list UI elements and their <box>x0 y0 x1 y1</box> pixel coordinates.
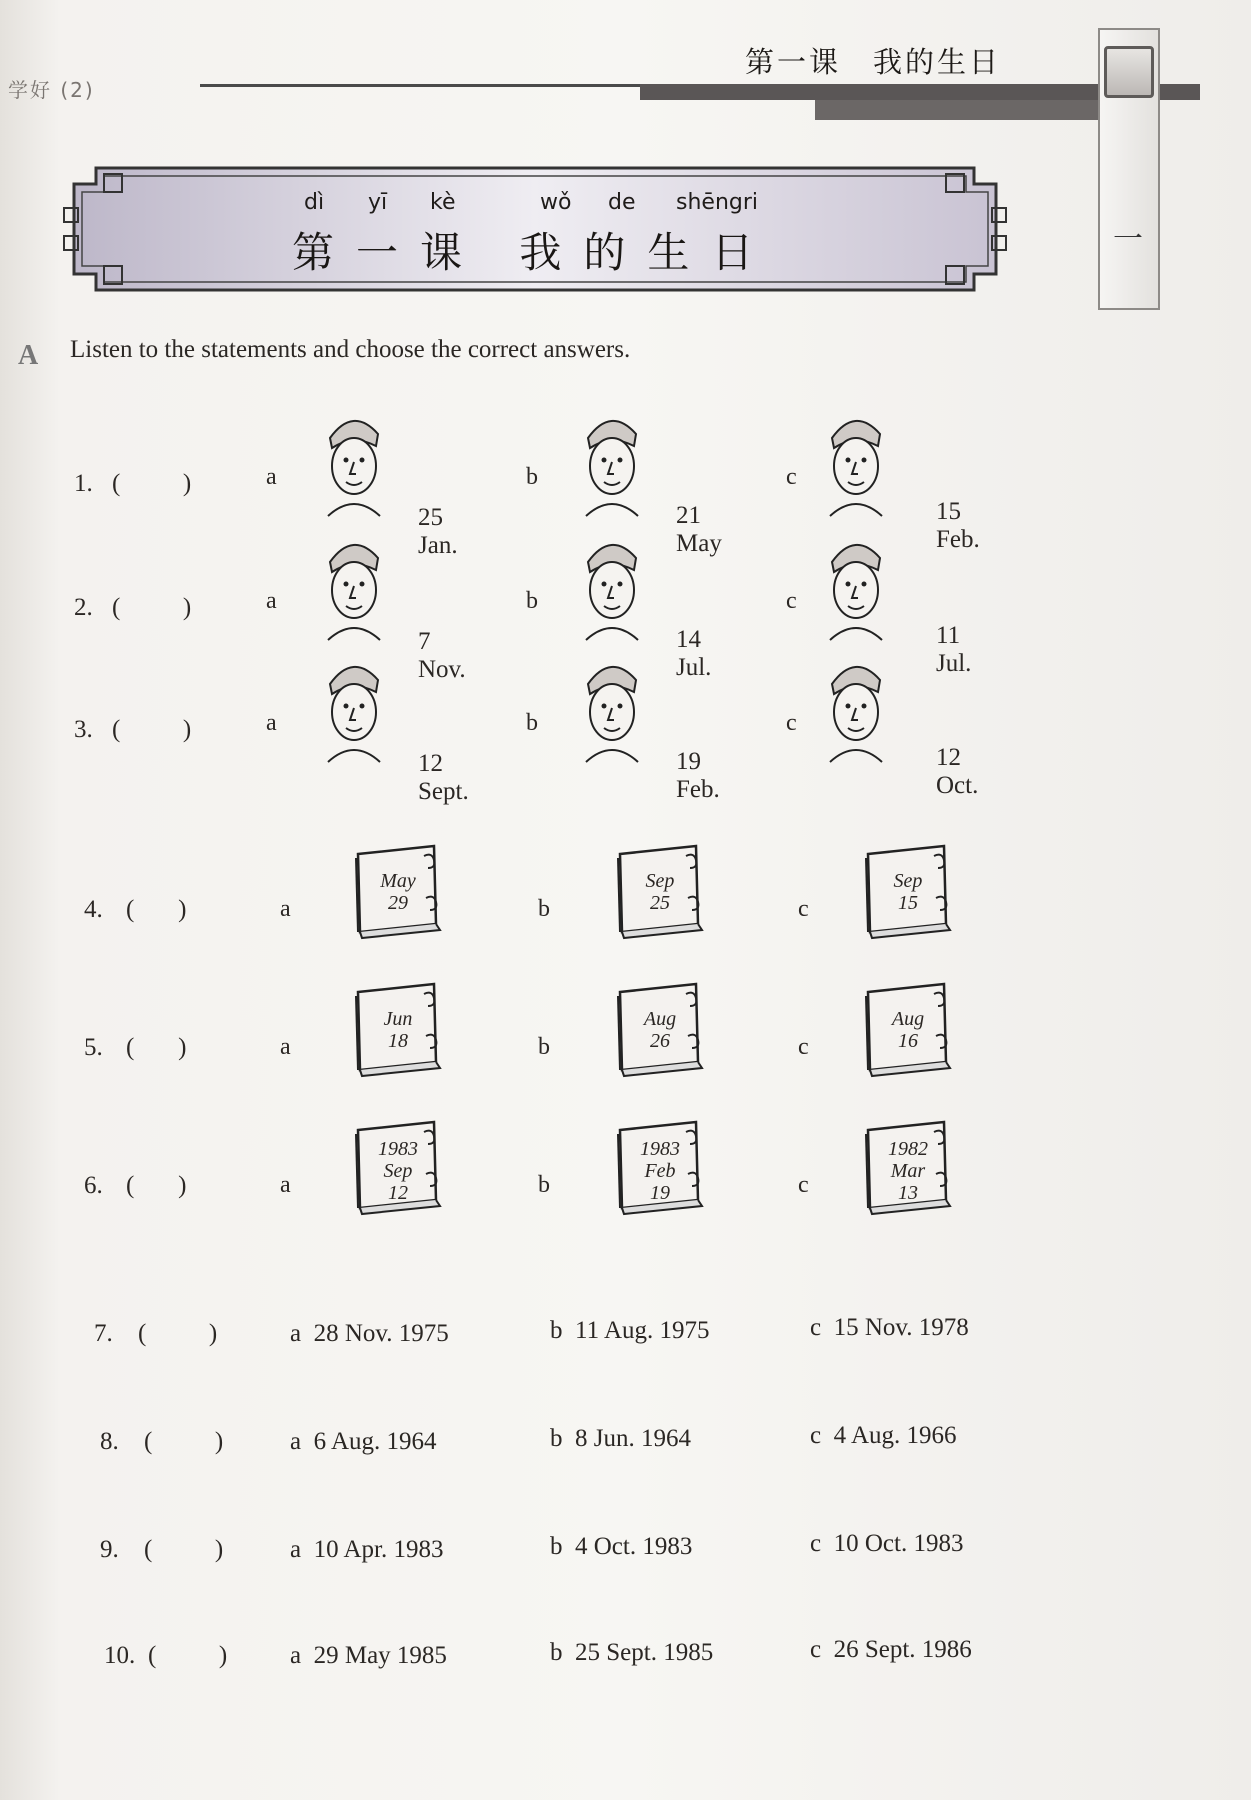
header-rule-bar-lower <box>815 100 1115 120</box>
pinyin-shengri: shēngri <box>676 190 759 215</box>
answer-blank[interactable]: ( ) <box>112 716 192 743</box>
date-option[interactable]: c 10 Oct. 1983 <box>810 1530 964 1557</box>
answer-blank[interactable]: ( ) <box>126 896 187 923</box>
calendar-option[interactable] <box>352 1116 448 1216</box>
date-answer: 25 Jan. <box>418 504 458 559</box>
date-answer: 12 Oct. <box>936 744 979 799</box>
calendar-option[interactable] <box>862 1116 958 1216</box>
date-option[interactable]: c 15 Nov. 1978 <box>810 1314 969 1341</box>
answer-blank[interactable]: ( ) <box>126 1172 187 1199</box>
calendar-date-text: 1982 <box>888 1138 928 1160</box>
option-label: c <box>798 1172 809 1198</box>
option-label: c <box>798 896 809 922</box>
answer-blank[interactable]: ( ) <box>112 470 192 497</box>
bowler-hat-man-portrait-icon <box>566 650 656 768</box>
lesson-title-banner <box>56 156 1014 302</box>
calendar-date-text: May <box>380 870 416 892</box>
portrait-option[interactable] <box>566 650 656 773</box>
answer-blank[interactable]: ( ) <box>148 1642 228 1669</box>
question-number: 3. <box>74 716 93 743</box>
date-answer: 14 Jul. <box>676 626 712 681</box>
chapter-number: 一 <box>1113 222 1143 257</box>
portrait-option[interactable] <box>810 404 900 527</box>
question-number: 7. <box>94 1320 113 1347</box>
question-number: 4. <box>84 896 103 923</box>
pinyin-ke: kè <box>430 190 456 215</box>
answer-blank[interactable]: ( ) <box>112 594 192 621</box>
long-nosed-man-portrait-icon <box>566 528 656 646</box>
option-label: b <box>538 1034 550 1060</box>
option-label: c <box>786 710 797 736</box>
calendar-option[interactable] <box>614 978 710 1078</box>
portrait-option[interactable] <box>308 528 398 651</box>
calendar-option[interactable] <box>862 978 958 1078</box>
banner-title: 第一课 我的生日 <box>292 228 776 277</box>
date-option[interactable]: b 8 Jun. 1964 <box>550 1425 691 1452</box>
calendar-option[interactable] <box>352 978 448 1078</box>
calendar-option[interactable] <box>352 840 448 940</box>
woman-turban-portrait-icon <box>308 404 398 522</box>
calendar-date-text: Aug <box>891 1008 925 1030</box>
portrait-option[interactable] <box>308 650 398 773</box>
date-option[interactable]: a 10 Apr. 1983 <box>290 1536 444 1563</box>
question-number: 1. <box>74 470 93 497</box>
calendar-option[interactable] <box>614 840 710 940</box>
pinyin-wo: wǒ <box>540 190 572 215</box>
side-tab-ornament-icon <box>1104 46 1154 98</box>
question-number: 5. <box>84 1034 103 1061</box>
book-title: 学好 (2) <box>8 78 95 102</box>
bearded-man-turban-portrait-icon <box>566 404 656 522</box>
answer-blank[interactable]: ( ) <box>138 1320 218 1347</box>
date-option[interactable]: b 11 Aug. 1975 <box>550 1317 710 1344</box>
smiling-man-headband-portrait-icon <box>308 528 398 646</box>
calendar-date-text: Aug <box>643 1008 677 1030</box>
calendar-date-text: 25 <box>650 892 670 914</box>
option-label: b <box>526 710 538 736</box>
calendar-date-text: Sep <box>383 1160 413 1182</box>
date-option[interactable]: a 6 Aug. 1964 <box>290 1428 437 1455</box>
curly-haired-man-portrait-icon <box>810 650 900 768</box>
portrait-option[interactable] <box>810 650 900 773</box>
calendar-date-text: 18 <box>388 1030 408 1052</box>
question-number: 9. <box>100 1536 119 1563</box>
date-option[interactable]: c 4 Aug. 1966 <box>810 1422 957 1449</box>
option-label: a <box>280 1034 291 1060</box>
option-label: c <box>786 464 797 490</box>
portrait-option[interactable] <box>566 404 656 527</box>
smoking-man-portrait-icon <box>810 528 900 646</box>
date-answer: 15 Feb. <box>936 498 980 553</box>
answer-blank[interactable]: ( ) <box>144 1536 224 1563</box>
portrait-option[interactable] <box>308 404 398 527</box>
option-label: a <box>280 1172 291 1198</box>
calendar-date-text: Feb <box>644 1160 676 1182</box>
date-answer: 21 May <box>676 502 722 557</box>
question-number: 6. <box>84 1172 103 1199</box>
date-answer: 7 Nov. <box>418 628 466 683</box>
date-option[interactable]: b 4 Oct. 1983 <box>550 1533 693 1560</box>
calendar-date-text: 16 <box>898 1030 918 1052</box>
pinyin-yi: yī <box>368 190 388 215</box>
option-label: c <box>786 588 797 614</box>
answer-blank[interactable]: ( ) <box>126 1034 187 1061</box>
calendar-option[interactable] <box>614 1116 710 1216</box>
calendar-date-text: Sep <box>645 870 675 892</box>
calendar-date-text: Jun <box>383 1008 413 1030</box>
pinyin-de: de <box>608 190 636 215</box>
portrait-option[interactable] <box>566 528 656 651</box>
calendar-date-text: Sep <box>893 870 923 892</box>
option-label: a <box>266 464 277 490</box>
option-label: b <box>538 1172 550 1198</box>
date-option[interactable]: c 26 Sept. 1986 <box>810 1636 972 1663</box>
calendar-date-text: 15 <box>898 892 918 914</box>
section-letter: A <box>18 340 39 371</box>
calendar-date-text: 19 <box>650 1182 670 1204</box>
calendar-date-text: 26 <box>650 1030 670 1052</box>
date-option[interactable]: b 25 Sept. 1985 <box>550 1639 714 1666</box>
portrait-option[interactable] <box>810 528 900 651</box>
pinyin-di: dì <box>304 190 325 215</box>
pirate-bandana-portrait-icon <box>308 650 398 768</box>
calendar-date-text: 12 <box>388 1182 408 1204</box>
section-instruction: Listen to the statements and choose the correct answers. <box>70 336 631 363</box>
question-number: 2. <box>74 594 93 621</box>
option-label: b <box>538 896 550 922</box>
calendar-date-text: 29 <box>388 892 408 914</box>
calendar-date-text: 1983 <box>378 1138 418 1160</box>
date-answer: 11 Jul. <box>936 622 972 677</box>
calendar-date-text: 1983 <box>640 1138 680 1160</box>
option-label: a <box>266 588 277 614</box>
question-number: 10. <box>104 1642 136 1669</box>
option-label: b <box>526 588 538 614</box>
date-answer: 12 Sept. <box>418 750 469 805</box>
option-label: b <box>526 464 538 490</box>
calendar-date-text: Mar <box>890 1160 926 1182</box>
date-option[interactable]: a 28 Nov. 1975 <box>290 1320 449 1347</box>
calendar-option[interactable] <box>862 840 958 940</box>
option-label: a <box>266 710 277 736</box>
lesson-header: 第一课 我的生日 <box>745 45 1002 79</box>
option-label: c <box>798 1034 809 1060</box>
calendar-date-text: 13 <box>898 1182 918 1204</box>
date-option[interactable]: a 29 May 1985 <box>290 1642 447 1669</box>
date-answer: 19 Feb. <box>676 748 720 803</box>
answer-blank[interactable]: ( ) <box>144 1428 224 1455</box>
woman-headscarf-portrait-icon <box>810 404 900 522</box>
question-number: 8. <box>100 1428 119 1455</box>
option-label: a <box>280 896 291 922</box>
